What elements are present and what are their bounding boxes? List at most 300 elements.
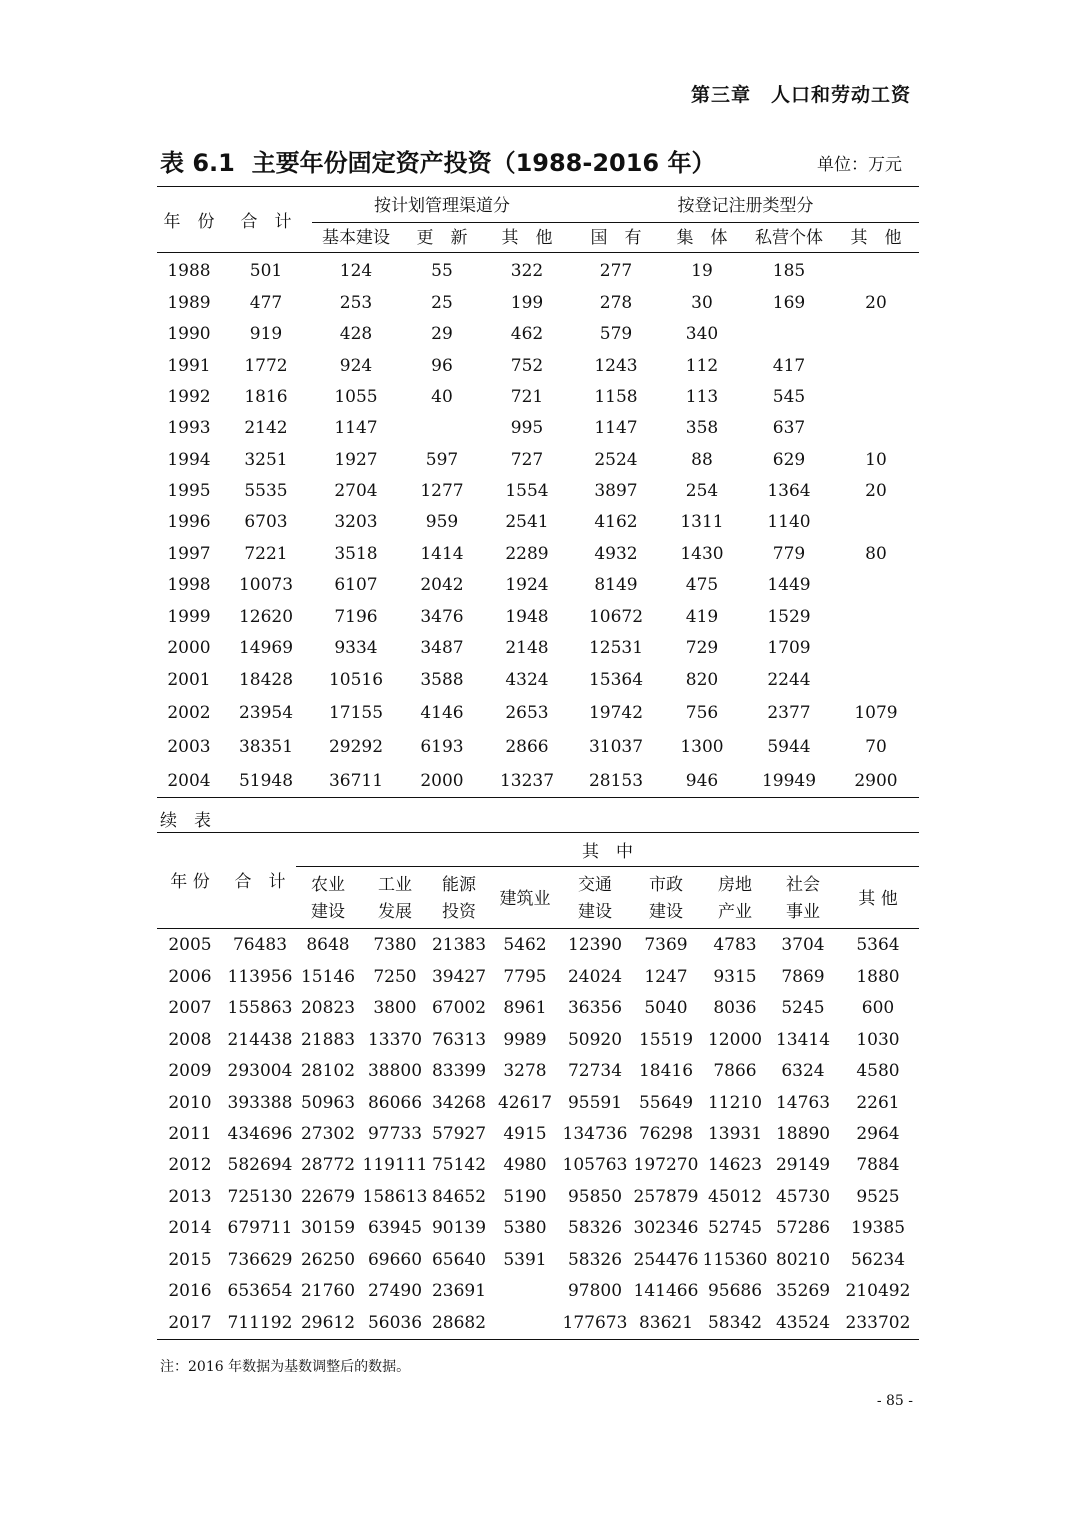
table-cell: 10516 [328, 670, 384, 690]
table-cell: 582694 [227, 1155, 293, 1175]
table-cell: 96 [431, 356, 453, 376]
table-cell: 8961 [503, 998, 547, 1018]
table-cell: 5535 [244, 481, 288, 501]
table-cell: 2016 [168, 1281, 212, 1301]
table-cell: 42617 [497, 1093, 553, 1113]
table-cell: 721 [510, 387, 544, 407]
table-cell: 5190 [503, 1187, 547, 1207]
table-cell: 4146 [420, 703, 464, 723]
table-cell: 24024 [567, 967, 623, 987]
table-cell: 1247 [644, 967, 688, 987]
table-cell: 2377 [767, 703, 811, 723]
table-cell: 2007 [168, 998, 212, 1018]
table-cell: 7250 [373, 967, 417, 987]
table-cell: 393388 [227, 1093, 293, 1113]
table-cell: 214438 [227, 1030, 293, 1050]
table-cell: 29612 [300, 1313, 356, 1333]
table1-bottom-rule [157, 797, 919, 798]
table-cell: 8036 [713, 998, 757, 1018]
table-cell: 113956 [227, 967, 293, 987]
table-cell: 2289 [505, 544, 549, 564]
table-cell: 19949 [761, 771, 817, 791]
table-title: 表 6.1 主要年份固定资产投资（1988-2016 年） [160, 149, 716, 177]
table2-subheader: 工业 发展 [378, 875, 412, 922]
table-cell: 4324 [505, 670, 549, 690]
table-cell: 6324 [781, 1061, 825, 1081]
table1-top-rule [157, 186, 919, 187]
table-cell: 1158 [594, 387, 638, 407]
table-cell: 11210 [707, 1093, 763, 1113]
table-cell: 29 [431, 324, 453, 344]
table-cell: 1927 [334, 450, 378, 470]
table-cell: 9989 [503, 1030, 547, 1050]
table-cell: 8149 [594, 575, 638, 595]
table-cell: 7795 [503, 967, 547, 987]
table-cell: 1772 [244, 356, 288, 376]
table2-subheader: 房地 产业 [718, 875, 752, 922]
table-cell: 358 [685, 418, 719, 438]
table-cell: 278 [599, 293, 633, 313]
table-cell: 7369 [644, 935, 688, 955]
table-cell: 210492 [845, 1281, 911, 1301]
table-cell: 52745 [707, 1218, 763, 1238]
table-cell: 158613 [362, 1187, 428, 1207]
table-cell: 1147 [594, 418, 638, 438]
table-cell: 2142 [244, 418, 288, 438]
table-cell: 76483 [232, 935, 288, 955]
table-cell: 2009 [168, 1061, 212, 1081]
table1-header-rule [157, 252, 919, 253]
table-cell: 17155 [328, 703, 384, 723]
table-cell: 752 [510, 356, 544, 376]
table-cell: 995 [510, 418, 544, 438]
table-cell: 725130 [227, 1187, 293, 1207]
table-cell: 169 [772, 293, 806, 313]
table2-group-rule [296, 866, 919, 867]
table1-group-reg: 按登记注册类型分 [677, 196, 814, 216]
table-cell: 35269 [775, 1281, 831, 1301]
table-cell: 2017 [168, 1313, 212, 1333]
table-cell: 2010 [168, 1093, 212, 1113]
table-cell: 86066 [367, 1093, 423, 1113]
table-cell: 105763 [562, 1155, 628, 1175]
table-cell: 50963 [300, 1093, 356, 1113]
table-cell: 12000 [707, 1030, 763, 1050]
table-cell: 3800 [373, 998, 417, 1018]
table-cell: 428 [339, 324, 373, 344]
table-cell: 2014 [168, 1218, 212, 1238]
table-cell: 3897 [594, 481, 638, 501]
table-cell: 2866 [505, 737, 549, 757]
table-cell: 55 [431, 261, 453, 281]
table-cell: 76313 [431, 1030, 487, 1050]
table-cell: 5380 [503, 1218, 547, 1238]
table-cell: 4162 [594, 512, 638, 532]
table-cell: 7221 [244, 544, 288, 564]
table-cell: 12531 [588, 638, 644, 658]
table-cell: 10672 [588, 607, 644, 627]
table-cell: 1998 [167, 575, 211, 595]
table1-group-rule [312, 222, 919, 223]
table-cell: 462 [510, 324, 544, 344]
table-cell: 51948 [238, 771, 294, 791]
table-cell: 97800 [567, 1281, 623, 1301]
table-cell: 9334 [334, 638, 378, 658]
table-cell: 95686 [707, 1281, 763, 1301]
table-cell: 69660 [367, 1250, 423, 1270]
table-cell: 26250 [300, 1250, 356, 1270]
table-cell: 57286 [775, 1218, 831, 1238]
table-cell: 19385 [850, 1218, 906, 1238]
table2-bottom-rule [157, 1339, 919, 1340]
table-cell: 84652 [431, 1187, 487, 1207]
table-cell: 56036 [367, 1313, 423, 1333]
table-cell: 23691 [431, 1281, 487, 1301]
table-cell: 2261 [856, 1093, 900, 1113]
table-cell: 115360 [702, 1250, 768, 1270]
table-cell: 5462 [503, 935, 547, 955]
table-cell: 1989 [167, 293, 211, 313]
table-cell: 36711 [328, 771, 384, 791]
table-cell: 727 [510, 450, 544, 470]
table-cell: 83399 [431, 1061, 487, 1081]
table-cell: 38351 [238, 737, 294, 757]
page-number: - 85 - [876, 1393, 913, 1409]
table2-subheader: 市政 建设 [649, 875, 683, 922]
table-cell: 679711 [227, 1218, 293, 1238]
table-cell: 67002 [431, 998, 487, 1018]
table-cell: 29292 [328, 737, 384, 757]
table-cell: 1430 [680, 544, 724, 564]
table-cell: 3476 [420, 607, 464, 627]
table-cell: 1079 [854, 703, 898, 723]
table-cell: 65640 [431, 1250, 487, 1270]
table-cell: 29149 [775, 1155, 831, 1175]
table-cell: 501 [249, 261, 283, 281]
table-cell: 141466 [633, 1281, 699, 1301]
table-cell: 1030 [856, 1030, 900, 1050]
chapter-header: 第三章 人口和劳动工资 [690, 84, 911, 106]
table1-subheader: 更 新 [416, 228, 468, 248]
table-cell: 80 [865, 544, 887, 564]
table-cell: 97733 [367, 1124, 423, 1144]
table-cell: 10073 [238, 575, 294, 595]
table-cell: 1414 [420, 544, 464, 564]
table-cell: 95591 [567, 1093, 623, 1113]
table1-col-year: 年 份 [163, 212, 215, 232]
table-cell: 545 [772, 387, 806, 407]
table2-group-among: 其 中 [582, 842, 633, 862]
table-cell: 2524 [594, 450, 638, 470]
table-cell: 597 [425, 450, 459, 470]
table-cell: 257879 [633, 1187, 699, 1207]
table-cell: 15146 [300, 967, 356, 987]
table-cell: 21760 [300, 1281, 356, 1301]
table-cell: 2148 [505, 638, 549, 658]
table-cell: 30 [691, 293, 713, 313]
table-cell: 2012 [168, 1155, 212, 1175]
table-cell: 1996 [167, 512, 211, 532]
table-cell: 919 [249, 324, 283, 344]
table-cell: 3518 [334, 544, 378, 564]
table-cell: 76298 [638, 1124, 694, 1144]
table-cell: 1988 [167, 261, 211, 281]
table-cell: 4783 [713, 935, 757, 955]
table-cell: 779 [772, 544, 806, 564]
table-cell: 185 [772, 261, 806, 281]
table-cell: 119111 [362, 1155, 428, 1175]
table-cell: 6107 [334, 575, 378, 595]
table-cell: 1055 [334, 387, 378, 407]
table-cell: 90139 [431, 1218, 487, 1238]
table-cell: 3487 [420, 638, 464, 658]
table-cell: 43524 [775, 1313, 831, 1333]
table1-group-plan: 按计划管理渠道分 [374, 196, 510, 216]
table-cell: 31037 [588, 737, 644, 757]
table-cell: 3203 [334, 512, 378, 532]
table-cell: 30159 [300, 1218, 356, 1238]
table-cell: 72734 [567, 1061, 623, 1081]
table-cell: 637 [772, 418, 806, 438]
table-cell: 28102 [300, 1061, 356, 1081]
table-cell: 15519 [638, 1030, 694, 1050]
table-cell: 70 [865, 737, 887, 757]
table-cell: 4915 [503, 1124, 547, 1144]
table-cell: 1924 [505, 575, 549, 595]
table-cell: 1709 [767, 638, 811, 658]
table2-subheader: 能源 投资 [442, 875, 476, 922]
table-cell: 14763 [775, 1093, 831, 1113]
table-cell: 5364 [856, 935, 900, 955]
table-cell: 2541 [505, 512, 549, 532]
table-cell: 14623 [707, 1155, 763, 1175]
table-cell: 20 [865, 481, 887, 501]
table-cell: 7380 [373, 935, 417, 955]
table-cell: 711192 [227, 1313, 293, 1333]
table-cell: 13931 [707, 1124, 763, 1144]
table-cell: 18428 [238, 670, 294, 690]
table-cell: 946 [685, 771, 719, 791]
table2-subheader: 其 他 [858, 889, 898, 909]
table-cell: 3251 [244, 450, 288, 470]
table-cell: 2015 [168, 1250, 212, 1270]
table-cell: 756 [685, 703, 719, 723]
table-cell: 197270 [633, 1155, 699, 1175]
table-cell: 1311 [680, 512, 724, 532]
table-cell: 1277 [420, 481, 464, 501]
table-cell: 475 [685, 575, 719, 595]
table-cell: 1992 [167, 387, 211, 407]
table-cell: 7196 [334, 607, 378, 627]
table-cell: 2000 [420, 771, 464, 791]
table-cell: 293004 [227, 1061, 293, 1081]
table2-header-rule [157, 928, 919, 929]
table-cell: 28153 [588, 771, 644, 791]
table-cell: 19 [691, 261, 713, 281]
table-cell: 2704 [334, 481, 378, 501]
table-cell: 4580 [856, 1061, 900, 1081]
unit-label: 单位：万元 [817, 155, 902, 175]
table-cell: 1816 [244, 387, 288, 407]
table1-col-total: 合 计 [240, 212, 292, 232]
table-cell: 95850 [567, 1187, 623, 1207]
table-cell: 254 [685, 481, 719, 501]
table-cell: 13370 [367, 1030, 423, 1050]
table-cell: 75142 [431, 1155, 487, 1175]
table-cell: 57927 [431, 1124, 487, 1144]
table-cell: 12390 [567, 935, 623, 955]
table-cell: 1994 [167, 450, 211, 470]
table1-subheader: 私营个体 [755, 228, 823, 248]
table-cell: 50920 [567, 1030, 623, 1050]
table-cell: 419 [685, 607, 719, 627]
table-cell: 1948 [505, 607, 549, 627]
table-cell: 124 [339, 261, 373, 281]
table-cell: 58326 [567, 1250, 623, 1270]
table-cell: 39427 [431, 967, 487, 987]
table-cell: 434696 [227, 1124, 293, 1144]
table-cell: 20823 [300, 998, 356, 1018]
table-cell: 18416 [638, 1061, 694, 1081]
table-cell: 10 [865, 450, 887, 470]
table-cell: 38800 [367, 1061, 423, 1081]
continued-label: 续 表 [160, 811, 211, 831]
table1-subheader: 其 他 [850, 228, 902, 248]
table-cell: 2004 [167, 771, 211, 791]
table1-subheader: 其 他 [501, 228, 553, 248]
table-cell: 27490 [367, 1281, 423, 1301]
table-cell: 3588 [420, 670, 464, 690]
table-cell: 15364 [588, 670, 644, 690]
table-cell: 2002 [167, 703, 211, 723]
table-cell: 1993 [167, 418, 211, 438]
table-cell: 253 [339, 293, 373, 313]
table-cell: 579 [599, 324, 633, 344]
table-cell: 18890 [775, 1124, 831, 1144]
table-cell: 3704 [781, 935, 825, 955]
table-cell: 1997 [167, 544, 211, 564]
table-cell: 1529 [767, 607, 811, 627]
table2-subheader: 交通 建设 [578, 875, 612, 922]
table-cell: 28682 [431, 1313, 487, 1333]
table-cell: 653654 [227, 1281, 293, 1301]
table-cell: 177673 [562, 1313, 628, 1333]
table-cell: 2013 [168, 1187, 212, 1207]
table-cell: 1243 [594, 356, 638, 376]
table-cell: 2008 [168, 1030, 212, 1050]
table-cell: 21383 [431, 935, 487, 955]
table-cell: 600 [861, 998, 895, 1018]
table-cell: 7884 [856, 1155, 900, 1175]
footnote: 注：2016 年数据为基数调整后的数据。 [160, 1359, 411, 1375]
table1-subheader: 国 有 [590, 228, 642, 248]
table-cell: 12620 [238, 607, 294, 627]
table-cell: 28772 [300, 1155, 356, 1175]
table-cell: 25 [431, 293, 453, 313]
table-cell: 340 [685, 324, 719, 344]
table-cell: 1995 [167, 481, 211, 501]
table-cell: 277 [599, 261, 633, 281]
table-cell: 8648 [306, 935, 350, 955]
table2-col-year: 年 份 [170, 872, 210, 892]
table1-subheader: 基本建设 [322, 228, 390, 248]
table-cell: 629 [772, 450, 806, 470]
table2-subheader: 建筑业 [499, 889, 551, 909]
table-cell: 5040 [644, 998, 688, 1018]
table-cell: 729 [685, 638, 719, 658]
table-cell: 7869 [781, 967, 825, 987]
table-cell: 155863 [227, 998, 293, 1018]
table1-subheader: 集 体 [676, 228, 728, 248]
table-cell: 134736 [562, 1124, 628, 1144]
table-cell: 23954 [238, 703, 294, 723]
table-cell: 5944 [767, 737, 811, 757]
table-cell: 1880 [856, 967, 900, 987]
table-cell: 34268 [431, 1093, 487, 1113]
table-cell: 2005 [168, 935, 212, 955]
table-cell: 20 [865, 293, 887, 313]
table-cell: 88 [691, 450, 713, 470]
table-cell: 3278 [503, 1061, 547, 1081]
table-cell: 7866 [713, 1061, 757, 1081]
table-cell: 1554 [505, 481, 549, 501]
table-cell: 1990 [167, 324, 211, 344]
table-cell: 4980 [503, 1155, 547, 1175]
table-cell: 254476 [633, 1250, 699, 1270]
table-cell: 22679 [300, 1187, 356, 1207]
table-cell: 199 [510, 293, 544, 313]
table-cell: 1364 [767, 481, 811, 501]
table-cell: 14969 [238, 638, 294, 658]
table-cell: 113 [685, 387, 719, 407]
table2-subheader: 社会 事业 [786, 875, 820, 922]
table-cell: 2001 [167, 670, 211, 690]
table-cell: 13237 [499, 771, 555, 791]
table-cell: 2011 [168, 1124, 212, 1144]
table-cell: 58342 [707, 1313, 763, 1333]
table-cell: 55649 [638, 1093, 694, 1113]
table-cell: 83621 [638, 1313, 694, 1333]
table-cell: 45730 [775, 1187, 831, 1207]
table-cell: 63945 [367, 1218, 423, 1238]
table-cell: 6703 [244, 512, 288, 532]
table-cell: 2653 [505, 703, 549, 723]
table-cell: 2006 [168, 967, 212, 987]
table-cell: 2003 [167, 737, 211, 757]
table-cell: 736629 [227, 1250, 293, 1270]
table-cell: 112 [685, 356, 719, 376]
table-cell: 9525 [856, 1187, 900, 1207]
table-cell: 9315 [713, 967, 757, 987]
table-cell: 1147 [334, 418, 378, 438]
table-cell: 6193 [420, 737, 464, 757]
table-cell: 2000 [167, 638, 211, 658]
table-cell: 417 [772, 356, 806, 376]
table-cell: 21883 [300, 1030, 356, 1050]
table-cell: 58326 [567, 1218, 623, 1238]
table-cell: 2042 [420, 575, 464, 595]
table-cell: 1999 [167, 607, 211, 627]
table-cell: 5245 [781, 998, 825, 1018]
table-cell: 2900 [854, 771, 898, 791]
table-cell: 36356 [567, 998, 623, 1018]
table2-subheader: 农业 建设 [311, 875, 345, 922]
table-cell: 13414 [775, 1030, 831, 1050]
table-cell: 1300 [680, 737, 724, 757]
table-cell: 1991 [167, 356, 211, 376]
table-cell: 2244 [767, 670, 811, 690]
table-cell: 5391 [503, 1250, 547, 1270]
